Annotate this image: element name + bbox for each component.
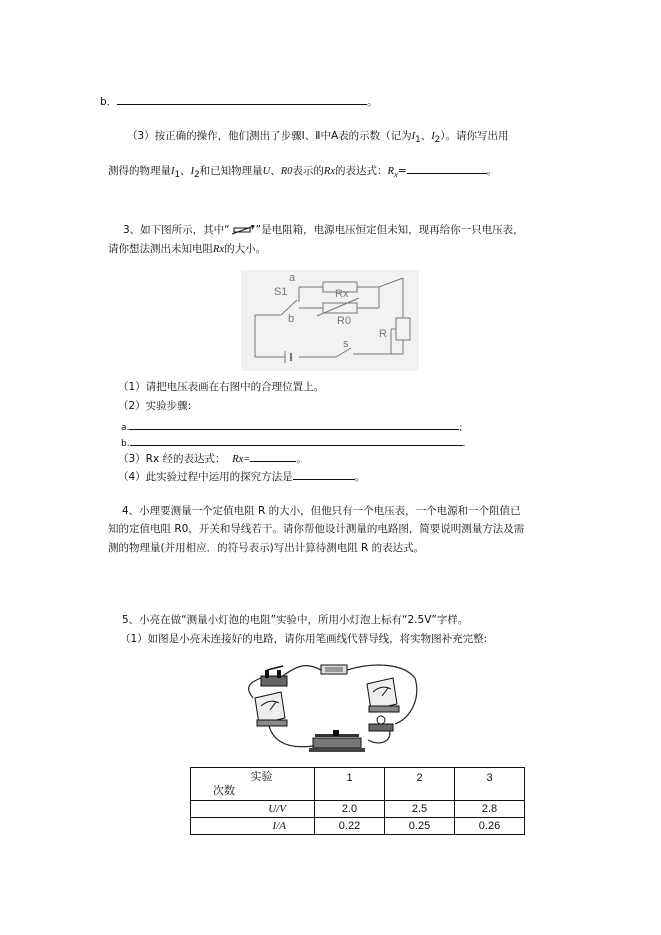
q3-sep: 、 (420, 130, 432, 142)
voltmeter-object-icon (367, 678, 399, 712)
p3-step-a-label: a. (121, 423, 130, 433)
p3-step-b-end: . (462, 439, 466, 449)
var-i2-b-sub: 2 (194, 170, 200, 181)
label-r: R (379, 328, 387, 340)
label-b: b (288, 313, 295, 325)
q3-text-2a: 测得的物理量 (108, 165, 171, 177)
q3-sep-b: 、 (180, 165, 191, 177)
table-col-header: 3 (455, 768, 525, 801)
rx-expr-sub: x (393, 169, 398, 180)
var-i1-sub: 1 (415, 135, 421, 146)
problem3-intro (123, 222, 524, 237)
p4-line1: 4、小理要测量一个定值电阻 R 的大小，但他只有一个电压表，一个电源和一个阻值已 (122, 505, 521, 517)
p3-step-b (121, 434, 465, 449)
table-header-row (191, 768, 525, 801)
step-b-blank[interactable] (117, 93, 367, 105)
p3-sub3-b: Rx= (232, 454, 251, 465)
p3-sub4-end: 。 (354, 471, 366, 483)
rx-answer-blank[interactable] (407, 162, 487, 174)
p3-intro-a: 3、如下图所示，其中“ (123, 224, 230, 236)
bulb-object-icon (369, 716, 393, 731)
p3-rx-blank[interactable] (250, 450, 296, 462)
q3-text-1-end: ）。请你写出用 (440, 130, 509, 142)
p3-sub4 (118, 468, 365, 484)
table-cell: 2.8 (455, 801, 525, 818)
row-label-i: I/A (191, 818, 315, 835)
p3-sub1: （1）请把电压表画在右图中的合理位置上。 (118, 381, 325, 393)
table-col-header: 2 (385, 768, 455, 801)
q3-line2: 测得的物理量$I_1$、$I_2$和已知物理量U、R0表示的Rx的表达式：$R_x=$ 。 (108, 162, 497, 180)
var-i2-b: I (190, 166, 195, 177)
physical-circuit-svg (243, 658, 419, 758)
p3-step-a-blank[interactable] (129, 418, 459, 430)
label-a: a (289, 272, 296, 284)
table-header-label (191, 768, 315, 801)
q3-line1 (127, 128, 509, 145)
step-b-end: 。 (367, 96, 378, 108)
label-r0: R0 (337, 315, 352, 327)
table-cell: 0.25 (385, 818, 455, 835)
p3-intro-line2-a: 请你想法测出未知电阻 (108, 243, 213, 255)
resistance-box-icon (230, 225, 256, 235)
step-b-line (100, 93, 378, 109)
problem3-intro-line2 (108, 241, 266, 256)
p3-method-blank[interactable] (293, 468, 355, 480)
table-row (191, 801, 525, 818)
var-u: U (262, 166, 271, 177)
battery-box-icon (321, 665, 347, 674)
q3-end: 。 (486, 165, 498, 177)
physical-circuit-image (243, 658, 419, 758)
row-label-u: U/V (191, 801, 315, 818)
q3-text-2c: 表示的 (292, 165, 324, 177)
table-cell: 0.22 (315, 818, 385, 835)
var-i1: I (411, 131, 416, 142)
header-label-line2: 次数 (213, 785, 235, 797)
rx-eq: = (397, 165, 407, 177)
var-i2-sub: 2 (434, 135, 441, 146)
var-i1-b: I (171, 166, 175, 177)
rx-expr: R (387, 166, 394, 177)
p3-sub2: （2）实验步骤: (118, 400, 192, 412)
p5-sub1: （1）如图是小亮未连接好的电路，请你用笔画线代替导线，将实物图补充完整: (120, 633, 488, 645)
p3-step-b-label: b. (121, 439, 130, 449)
circuit-svg (241, 270, 419, 371)
p3-step-a-end: ; (459, 423, 463, 433)
table-cell: 2.5 (385, 801, 455, 818)
p3-sub3-a: （3）Rx 经的表达式： (118, 453, 226, 465)
p3-sub4-a: （4）此实验过程中运用的探究方法是 (118, 471, 293, 483)
p3-sub3-end: 。 (296, 453, 307, 465)
label-rx: Rx (335, 288, 349, 300)
label-s1: S1 (274, 286, 288, 298)
var-rx: Rx (323, 166, 335, 177)
p3-rx: Rx (213, 244, 225, 255)
p4-line2: 知的定值电阻 R0，开关和导线若干。请你帮他设计测量的电路图，简要说明测量方法及需 (108, 523, 525, 535)
q3-text-1: （3）按正确的操作，他们测出了步骤Ⅰ、Ⅱ中A表的示数（记为 (127, 130, 412, 142)
table-cell: 2.0 (315, 801, 385, 818)
circuit-diagram (241, 270, 419, 371)
p3-sub3 (118, 450, 307, 466)
p3-step-a (121, 418, 462, 433)
table-row (191, 818, 525, 835)
q3-text-2b: 和已知物理量 (199, 165, 263, 177)
switch-object-icon (261, 666, 287, 686)
q3-text-2d: 的表达式： (335, 165, 388, 177)
label-s: s (343, 338, 349, 350)
var-i1-b-sub: 1 (174, 170, 181, 181)
step-b-prefix: b． (100, 96, 118, 108)
p4-line3: 测的物理量(并用相应．的符号表示)写出计算待测电阻 R 的表达式。 (108, 542, 425, 554)
p3-intro-b: ”是电阻箱，电源电压恒定但未知，现再给你一只电压表， (255, 224, 524, 236)
table-col-header: 1 (315, 768, 385, 801)
table-cell: 0.26 (455, 818, 525, 835)
data-table (190, 767, 525, 835)
p3-step-b-blank[interactable] (130, 434, 463, 446)
header-label-line1: 实验 (250, 771, 273, 783)
ammeter-object-icon (255, 692, 287, 726)
p3-intro-line2-end: 的大小。 (224, 243, 267, 255)
var-i2: I (431, 131, 435, 142)
rheostat-object-icon (309, 730, 365, 752)
var-r0: R0 (280, 166, 293, 177)
p5-intro: 5、小亮在做“测量小灯泡的电阻”实验中，所用小灯泡上标有“2.5V”字样。 (122, 614, 469, 626)
